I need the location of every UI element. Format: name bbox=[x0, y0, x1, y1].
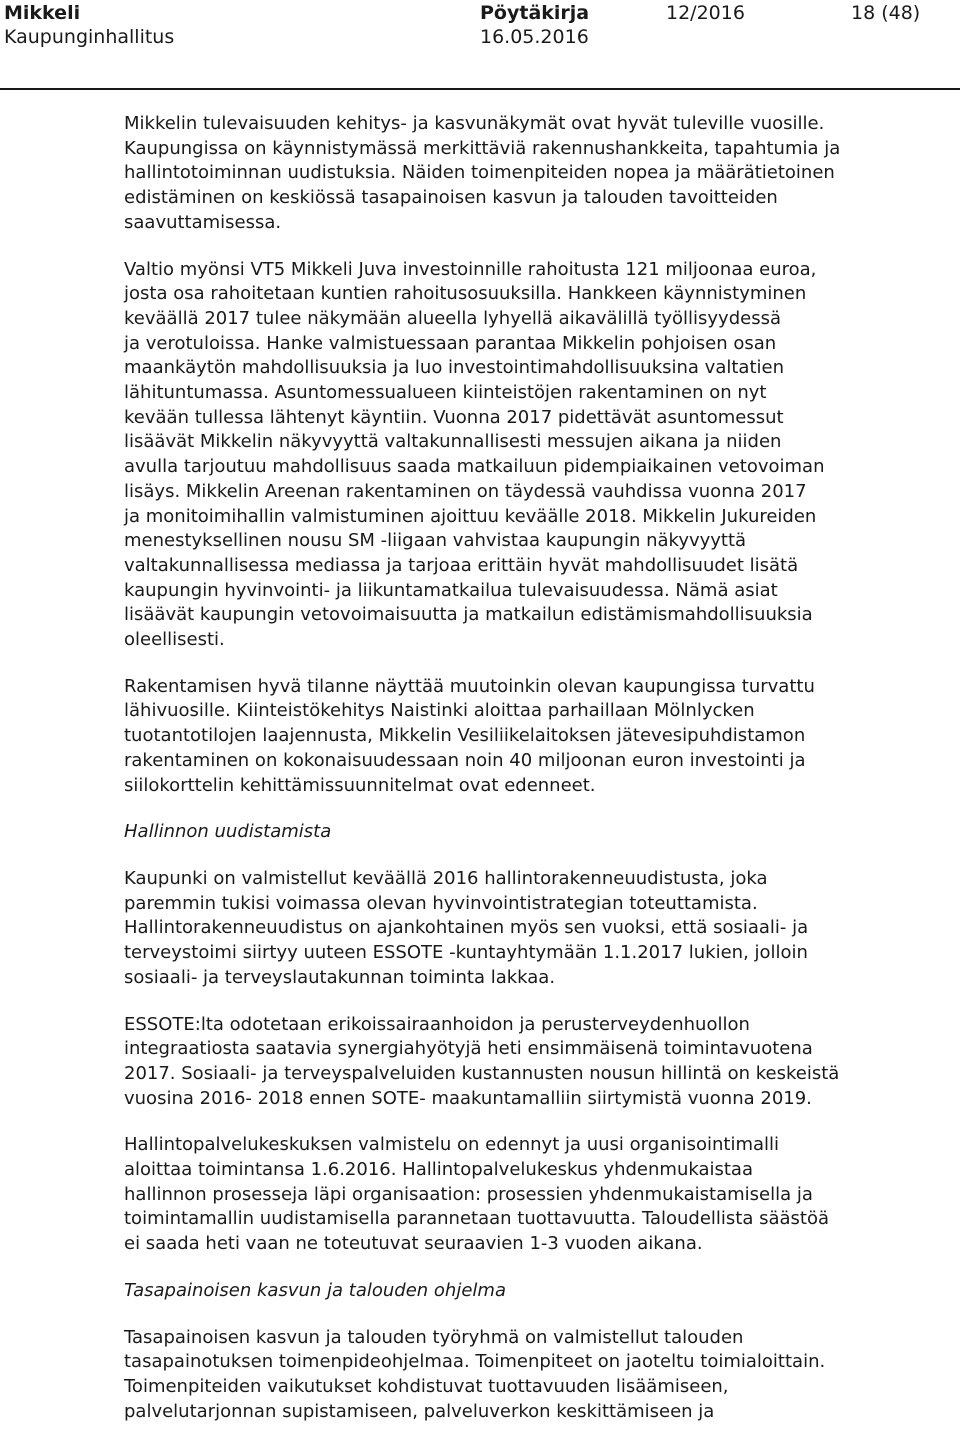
paragraph: Hallintopalvelukeskuksen valmistelu on edennyt ja uusi organisointimalli aloittaa toimintansa 1.6.2016. Hallintopalvelukeskus yhdenmukaistaa hallinnon prosesseja läpi organisaation: prosessien yhdenmukaistamisella ja toimintamallin uudistamisella parannetaan tuottavuutta. Taloudellista säästöä ei saada heti vaan ne toteutuvat seuraavien 1-3 vuoden aikana. bbox=[124, 1134, 830, 1255]
unit-name: Kaupunginhallitus bbox=[4, 26, 175, 48]
paragraph: Kaupunki on valmistellut keväällä 2016 hallintorakenneuudistusta, joka paremmin tukisi voimassa olevan hyvinvointistrategian toteuttamista. Hallintorakenneuudistus on ajankohtainen myös sen vuoksi, että sosiaali- ja terveystoimi siirtyy uuteen ESSOTE -kuntayhtymään 1.1.2017 lukien, jolloin sosiaali- ja terveyslautakunnan toiminta lakkaa. bbox=[124, 867, 809, 988]
page-number: 18 (48) bbox=[851, 2, 921, 24]
paragraph: ESSOTE:lta odotetaan erikoissairaanhoidon ja perusterveydenhuollon integraatiosta saatavia synergiahyötyjä heti ensimmäisenä toimintavuotena 2017. Sosiaali- ja terveyspalveluiden kustannusten nousun hillintä on keskeistä vuosina 2016- 2018 ennen SOTE- maakuntamalliin siirtymistä vuonna 2019. bbox=[124, 1013, 840, 1109]
meeting-date: 16.05.2016 bbox=[480, 26, 589, 48]
header-divider bbox=[0, 88, 960, 90]
paragraph: Tasapainoisen kasvun ja talouden työryhmä on valmistellut talouden tasapainotuksen toimenpideohjelmaa. Toimenpiteet on jaoteltu toimialoittain. Toimenpiteiden vaikutukset kohdistuvat tuottavuuden lisäämiseen, palvelutarjonnan supistamiseen, palveluverkon keskittämiseen ja bbox=[124, 1326, 826, 1422]
document-body bbox=[124, 112, 924, 1424]
document-header bbox=[0, 0, 960, 50]
section-heading: Tasapainoisen kasvun ja talouden ohjelma bbox=[124, 1279, 506, 1301]
org-name: Mikkeli bbox=[4, 2, 81, 24]
doc-type: Pöytäkirja bbox=[480, 2, 590, 24]
section-heading: Hallinnon uudistamista bbox=[124, 821, 332, 843]
paragraph: Valtio myönsi VT5 Mikkeli Juva investoinnille rahoitusta 121 miljoonaa euroa, josta osa rahoitetaan kuntien rahoitusosuuksilla. Hankkeen käynnistyminen keväällä 2017 tulee näkymään alueella lyhyellä aikavälillä työllisyydessä ja verotuloissa. Hanke valmistuessaan parantaa Mikkelin pohjoisen osan maankäytön mahdollisuuksia ja luo investointimahdollisuuksina valtatien lähituntumassa. Asuntomessualueen kiinteistöjen rakentaminen on nyt kevään tullessa lähtenyt käyntiin. Vuonna 2017 pidettävät asuntomessut lisäävät Mikkelin näkyvyyttä valtakunnallisesti messujen aikana ja niiden avulla tarjoutuu mahdollisuus saada matkailuun pidempiaikainen vetovoiman lisäys. Mikkelin Areenan rakentaminen on täydessä vauhdissa vuonna 2017 ja monitoimihallin valmistuminen ajoittuu keväälle 2018. Mikkelin Jukureiden menestyksellinen nousu SM -liigaan vahvistaa kaupungin näkyvyyttä valtakunnallisessa mediassa ja tarjoaa erittäin hyvät mahdollisuudet lisätä kaupungin hyvinvointi- ja liikuntamatkailua tulevaisuudessa. Nämä asiat lisäävät kaupungin vetovoimaisuutta ja matkailun edistämismahdollisuuksia oleellisesti. bbox=[124, 258, 825, 651]
protocol-number: 12/2016 bbox=[666, 2, 745, 24]
paragraph: Rakentamisen hyvä tilanne näyttää muutoinkin olevan kaupungissa turvattu lähivuosille. Kiinteistökehitys Naistinki aloittaa parhaillaan Mölnlycken tuotantotilojen laajennusta, Mikkelin Vesiliikelaitoksen jätevesipuhdistamon rakentaminen on kokonaisuudessaan noin 40 miljoonan euron investointi ja siilokorttelin kehittämissuunnitelmat ovat edenneet. bbox=[124, 675, 815, 796]
paragraph: Mikkelin tulevaisuuden kehitys- ja kasvunäkymät ovat hyvät tuleville vuosille. Kaupungissa on käynnistymässä merkittäviä rakennushankkeita, tapahtumia ja hallintotoiminnan uudistuksia. Näiden toimenpiteiden nopea ja määrätietoinen edistäminen on keskiössä tasapainoisen kasvun ja talouden tavoitteiden saavuttamisessa. bbox=[124, 113, 841, 233]
